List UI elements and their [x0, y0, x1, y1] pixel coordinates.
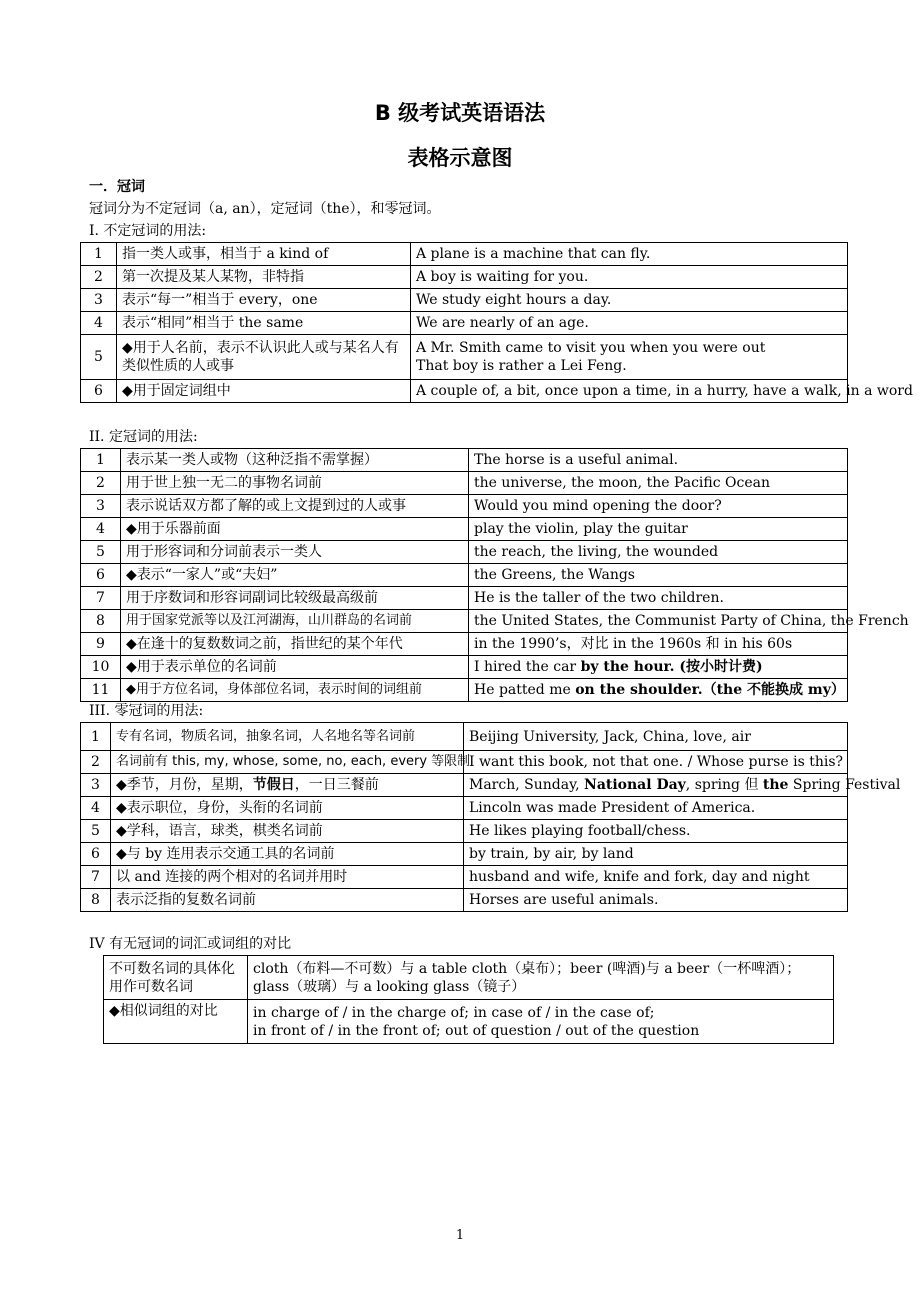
usage-description: ◆与 by 连用表示交通工具的名词前	[111, 843, 464, 866]
example-text: Spring Festival	[788, 777, 901, 793]
usage-description: 以 and 连接的两个相对的名词并用时	[111, 866, 464, 889]
usage-example: the Greens, the Wangs	[469, 564, 848, 587]
row-number: 3	[81, 289, 117, 312]
row-number: 5	[81, 335, 117, 380]
row-number: 5	[81, 820, 111, 843]
row-number: 3	[81, 774, 111, 797]
table-row	[81, 774, 848, 797]
row-number: 8	[81, 889, 111, 912]
row-number: 6	[81, 564, 121, 587]
usage-description: ◆用于人名前，表示不认识此人或与某名人有类似性质的人或事	[117, 335, 411, 380]
table-row	[81, 335, 848, 380]
table-row	[81, 843, 848, 866]
usage-example: We study eight hours a day.	[411, 289, 848, 312]
comparison-content	[248, 1000, 834, 1044]
example-emphasis: by the hour. (按小时计费)	[580, 659, 763, 675]
usage-description: 表示“相同”相当于 the same	[117, 312, 411, 335]
usage-description: 表示说话双方都了解的或上文提到过的人或事	[121, 495, 469, 518]
comparison-content: cloth（布料—不可数）与 a table cloth（桌布）；beer (啤酒)与 a beer（一杯啤酒）；glass（玻璃）与 a looking glass（镜子）	[248, 956, 834, 1000]
definite-article-table	[80, 448, 909, 702]
example-text: I hired the car	[474, 659, 581, 675]
usage-example: We are nearly of an age.	[411, 312, 848, 335]
usage-description: 专有名词，物质名词，抽象名词，人名地名等名词前	[111, 723, 464, 751]
usage-example: A plane is a machine that can fly.	[411, 243, 848, 266]
usage-example: A couple of, a bit, once upon a time, in a hurry, have a walk, in a word	[411, 380, 848, 403]
table3-caption: III. 零冠词的用法:	[89, 703, 204, 719]
usage-example: I want this book, not that one. / Whose purse is this?	[464, 751, 848, 774]
zero-article-table	[80, 722, 901, 912]
usage-example: He is the taller of the two children.	[469, 587, 848, 610]
row-number: 4	[81, 518, 121, 541]
usage-description: 用于世上独一无二的事物名词前	[121, 472, 469, 495]
usage-description: ◆表示“一家人”或“夫妇”	[121, 564, 469, 587]
table1-caption: I. 不定冠词的用法:	[89, 223, 207, 239]
usage-description	[111, 774, 464, 797]
table-row	[81, 289, 848, 312]
usage-description: ◆用于表示单位的名词前	[121, 656, 469, 679]
row-number: 4	[81, 312, 117, 335]
table-row	[81, 243, 848, 266]
usage-description: ◆学科，语言，球类，棋类名词前	[111, 820, 464, 843]
usage-description: 用于序数词和形容词副词比较级最高级前	[121, 587, 469, 610]
indefinite-article-table	[80, 242, 913, 403]
usage-example: the reach, the living, the wounded	[469, 541, 848, 564]
usage-description: 表示某一类人或物（这种泛指不需掌握）	[121, 449, 469, 472]
table-row	[81, 312, 848, 335]
row-number: 6	[81, 380, 117, 403]
table2-caption: II. 定冠词的用法:	[89, 429, 198, 445]
usage-example: He likes playing football/chess.	[464, 820, 848, 843]
table-row	[81, 633, 848, 656]
page-title: B 级考试英语语法	[374, 101, 546, 125]
table-row	[81, 587, 848, 610]
row-number: 3	[81, 495, 121, 518]
row-number: 2	[81, 266, 117, 289]
content-line: in front of / in the front of; out of question / out of the question	[253, 1022, 700, 1039]
row-number: 1	[81, 243, 117, 266]
comparison-table	[103, 955, 834, 1044]
table-row	[81, 723, 848, 751]
table-row	[104, 956, 834, 1000]
usage-description: ◆在逢十的复数数词之前，指世纪的某个年代	[121, 633, 469, 656]
usage-example	[464, 774, 901, 797]
row-number: 7	[81, 866, 111, 889]
row-number: 7	[81, 587, 121, 610]
table-row	[81, 866, 848, 889]
table-row	[81, 495, 848, 518]
table-row	[81, 380, 848, 403]
usage-example: in the 1990’s，对比 in the 1960s 和 in his 60s	[469, 633, 848, 656]
table-row	[81, 751, 848, 774]
row-number: 11	[81, 679, 121, 702]
example-line: A Mr. Smith came to visit you when you were out	[416, 340, 766, 356]
usage-example: the universe, the moon, the Pacific Ocean	[469, 472, 848, 495]
usage-description: 用于形容词和分词前表示一类人	[121, 541, 469, 564]
row-number: 6	[81, 843, 111, 866]
usage-description: 指一类人或事，相当于 a kind of	[117, 243, 411, 266]
table4-caption: IV 有无冠词的词汇或词组的对比	[89, 936, 292, 952]
usage-description: 第一次提及某人某物，非特指	[117, 266, 411, 289]
row-number: 1	[81, 723, 111, 751]
usage-description: ◆表示职位，身份，头衔的名词前	[111, 797, 464, 820]
usage-description: 名词前有 this, my, whose, some, no, each, every 等限制	[111, 751, 464, 774]
page-subtitle: 表格示意图	[407, 146, 513, 170]
usage-example	[411, 335, 848, 380]
row-number: 2	[81, 751, 111, 774]
section-heading: 一．冠词	[89, 179, 145, 195]
example-emphasis: the	[762, 777, 789, 793]
usage-example: Lincoln was made President of America.	[464, 797, 848, 820]
row-number: 2	[81, 472, 121, 495]
description-text: ，一日三餐前	[294, 777, 379, 793]
row-number: 4	[81, 797, 111, 820]
usage-example: Beijing University, Jack, China, love, air	[464, 723, 848, 751]
table-row	[81, 266, 848, 289]
table-row	[81, 564, 848, 587]
comparison-label: 不可数名词的具体化用作可数名词	[104, 956, 248, 1000]
usage-description: ◆用于方位名词，身体部位名词，表示时间的词组前	[121, 679, 469, 702]
description-emphasis: 节假日	[252, 777, 295, 793]
table-row	[81, 679, 848, 702]
usage-example: A boy is waiting for you.	[411, 266, 848, 289]
usage-description: 用于国家党派等以及江河湖海，山川群岛的名词前	[121, 610, 469, 633]
intro-text: 冠词分为不定冠词（a, an），定冠词（the），和零冠词。	[89, 201, 441, 217]
table-row	[81, 889, 848, 912]
usage-example: by train, by air, by land	[464, 843, 848, 866]
page-number: 1	[455, 1228, 465, 1243]
usage-description: 表示“每一”相当于 every，one	[117, 289, 411, 312]
row-number: 1	[81, 449, 121, 472]
usage-example: Horses are useful animals.	[464, 889, 848, 912]
row-number: 9	[81, 633, 121, 656]
example-emphasis: National Day	[584, 777, 686, 793]
usage-example: The horse is a useful animal.	[469, 449, 848, 472]
example-text: , spring 但	[685, 777, 763, 793]
usage-example: play the violin, play the guitar	[469, 518, 848, 541]
table-row	[81, 518, 848, 541]
table-row	[81, 820, 848, 843]
table-row	[81, 610, 848, 633]
usage-example: Would you mind opening the door?	[469, 495, 848, 518]
table-row	[81, 449, 848, 472]
usage-example	[469, 679, 848, 702]
example-emphasis: on the shoulder.（the 不能换成 my）	[575, 682, 845, 698]
table-row	[104, 1000, 834, 1044]
example-text: March, Sunday,	[469, 777, 585, 793]
usage-example: husband and wife, knife and fork, day and night	[464, 866, 848, 889]
content-line: in charge of / in the charge of; in case of / in the case of;	[253, 1004, 655, 1021]
usage-example: the United States, the Communist Party of China, the French	[469, 610, 848, 633]
row-number: 8	[81, 610, 121, 633]
table-row	[81, 797, 848, 820]
row-number: 5	[81, 541, 121, 564]
comparison-label: ◆相似词组的对比	[104, 1000, 248, 1044]
example-text: He patted me	[474, 682, 576, 698]
usage-description: ◆用于乐器前面	[121, 518, 469, 541]
table-row	[81, 472, 848, 495]
usage-description: ◆用于固定词组中	[117, 380, 411, 403]
usage-description: 表示泛指的复数名词前	[111, 889, 464, 912]
table-row	[81, 541, 848, 564]
description-text: ◆季节，月份，星期，	[116, 777, 253, 793]
row-number: 10	[81, 656, 121, 679]
example-line: That boy is rather a Lei Feng.	[416, 358, 627, 374]
table-row	[81, 656, 848, 679]
usage-example	[469, 656, 848, 679]
